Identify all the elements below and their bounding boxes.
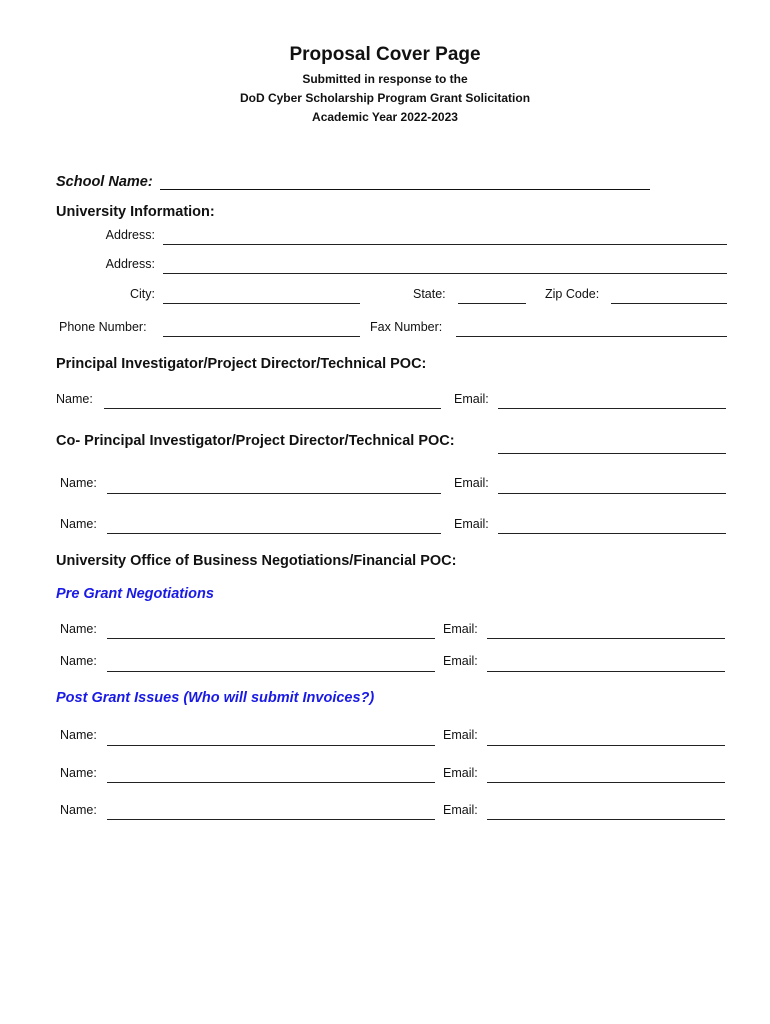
pi-email-label: Email: [454,392,489,406]
pre-grant-name-label-1: Name: [60,622,97,636]
subtitle-line-3: Academic Year 2022-2023 [312,110,458,124]
pre-grant-heading: Pre Grant Negotiations [56,586,214,602]
pre-grant-name-field-2[interactable] [107,671,435,672]
post-grant-email-label-1: Email: [443,728,478,742]
zip-code-label: Zip Code: [545,287,600,301]
pi-name-field[interactable] [104,408,441,409]
post-grant-name-label-2: Name: [60,766,97,780]
phone-number-label: Phone Number: [59,320,147,334]
school-name-label: School Name: [56,174,153,190]
state-field[interactable] [458,303,526,304]
fax-number-label: Fax Number: [370,320,443,334]
address-field-1[interactable] [163,244,727,245]
address-label-2: Address: [105,257,155,271]
co-pi-email-field-2[interactable] [498,533,726,534]
city-label: City: [130,287,155,301]
pre-grant-name-label-2: Name: [60,654,97,668]
co-pi-email-field-1[interactable] [498,493,726,494]
state-label: State: [413,287,446,301]
co-pi-heading: Co- Principal Investigator/Project Director/Technical POC: [56,433,455,449]
zip-code-field[interactable] [611,303,727,304]
co-pi-heading-field[interactable] [498,453,726,454]
business-office-heading: University Office of Business Negotiations/Financial POC: [56,553,457,569]
pre-grant-email-field-1[interactable] [487,638,725,639]
city-field[interactable] [163,303,360,304]
co-pi-name-label-1: Name: [60,476,97,490]
pi-heading: Principal Investigator/Project Director/Technical POC: [56,356,427,372]
pre-grant-name-field-1[interactable] [107,638,435,639]
pi-name-label: Name: [56,392,93,406]
post-grant-email-field-2[interactable] [487,782,725,783]
subtitle-line-1: Submitted in response to the [302,72,468,86]
pre-grant-email-label-1: Email: [443,622,478,636]
post-grant-email-field-1[interactable] [487,745,725,746]
university-info-heading: University Information: [56,204,215,220]
co-pi-name-field-1[interactable] [107,493,441,494]
post-grant-email-label-3: Email: [443,803,478,817]
post-grant-email-label-2: Email: [443,766,478,780]
co-pi-name-field-2[interactable] [107,533,441,534]
post-grant-name-label-1: Name: [60,728,97,742]
co-pi-email-label-2: Email: [454,517,489,531]
post-grant-name-field-2[interactable] [107,782,435,783]
page-title: Proposal Cover Page [289,44,481,65]
post-grant-name-label-3: Name: [60,803,97,817]
post-grant-name-field-3[interactable] [107,819,435,820]
co-pi-name-label-2: Name: [60,517,97,531]
school-name-field[interactable] [160,189,650,190]
co-pi-email-label-1: Email: [454,476,489,490]
pre-grant-email-label-2: Email: [443,654,478,668]
post-grant-email-field-3[interactable] [487,819,725,820]
address-label-1: Address: [105,228,155,242]
pi-email-field[interactable] [498,408,726,409]
post-grant-heading: Post Grant Issues (Who will submit Invoices?) [56,690,375,706]
fax-number-field[interactable] [456,336,727,337]
pre-grant-email-field-2[interactable] [487,671,725,672]
address-field-2[interactable] [163,273,727,274]
post-grant-name-field-1[interactable] [107,745,435,746]
subtitle-line-2: DoD Cyber Scholarship Program Grant Solicitation [239,91,531,105]
phone-number-field[interactable] [163,336,360,337]
